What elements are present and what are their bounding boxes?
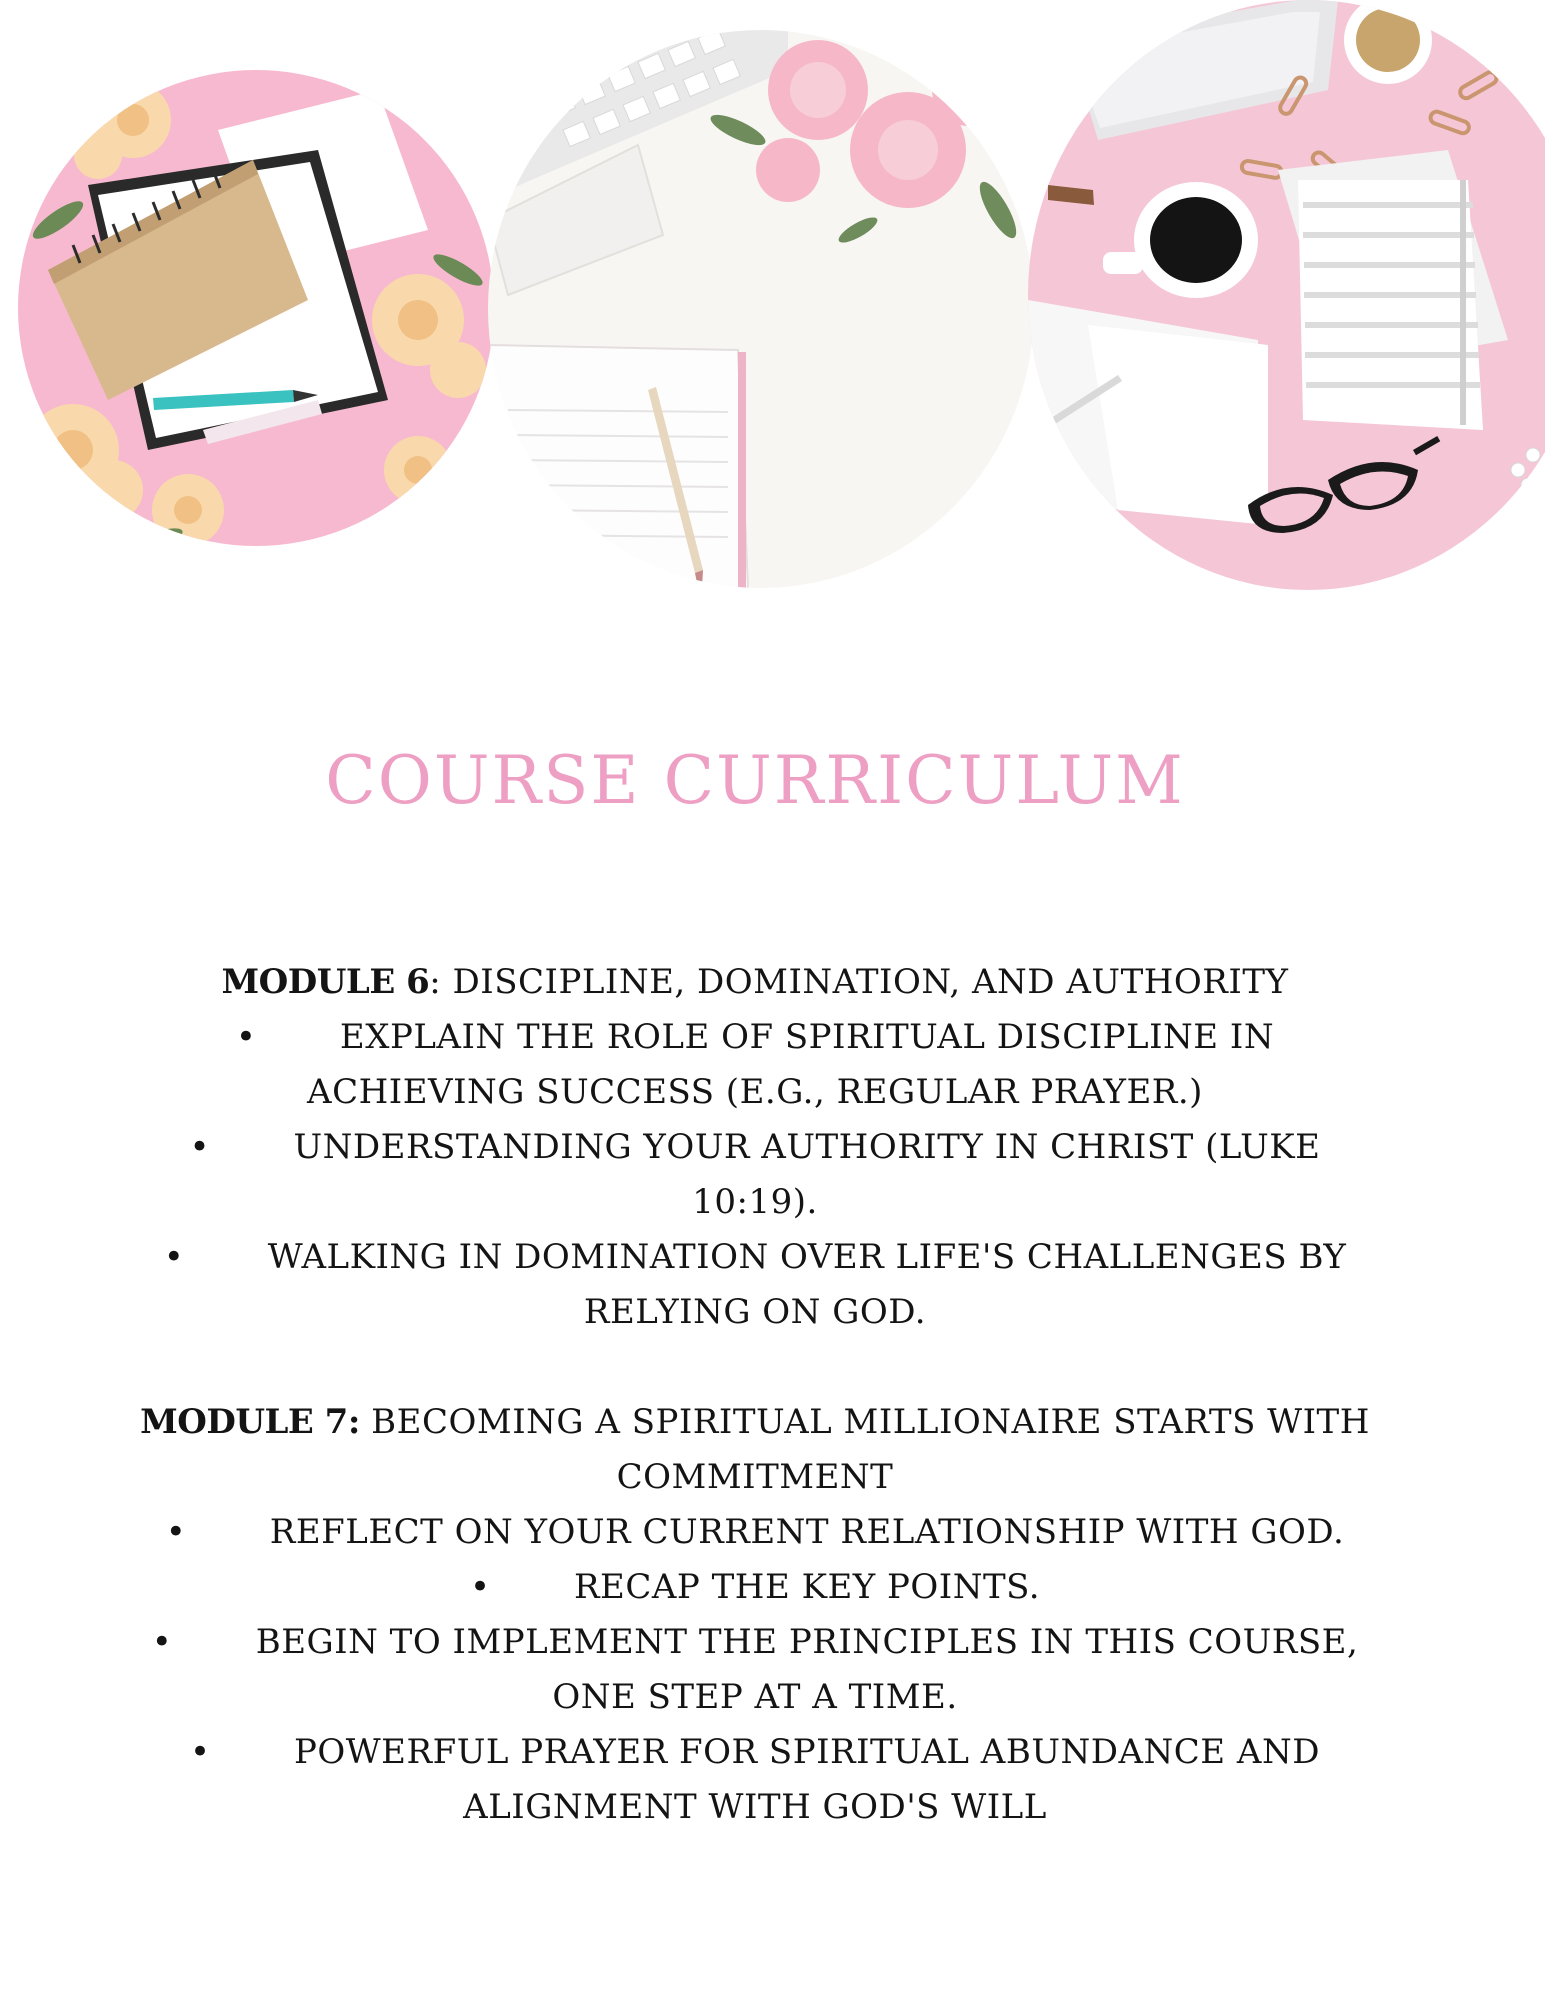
item-line-continued: ACHIEVING SUCCESS (E.G., REGULAR PRAYER.) — [307, 1072, 1203, 1112]
module-item — [120, 1560, 1390, 1615]
module-label: MODULE 7: — [140, 1402, 360, 1442]
notebook-roses-image — [18, 70, 494, 546]
coffee-notebooks-image — [1028, 0, 1545, 590]
module-item — [120, 1505, 1390, 1560]
item-line-continued: RELYING ON GOD. — [583, 1292, 927, 1332]
item-line-continued: ONE STEP AT A TIME. — [552, 1677, 958, 1717]
item-text: REFLECT ON YOUR CURRENT RELATIONSHIP WITH GOD. — [269, 1512, 1345, 1552]
item-line — [120, 1560, 1390, 1615]
item-line-continued: 10:19). — [692, 1182, 818, 1222]
item-text: RECAP THE KEY POINTS. — [573, 1567, 1041, 1607]
item-text: WALKING IN DOMINATION OVER LIFE'S CHALLENGES BY — [267, 1237, 1347, 1277]
module-title: BECOMING A SPIRITUAL MILLIONAIRE STARTS WITH — [359, 1402, 1370, 1442]
module-item — [120, 1230, 1390, 1340]
bullet-icon: • — [151, 1622, 173, 1662]
module-heading — [120, 1395, 1390, 1450]
keyboard-peonies-image — [488, 30, 1034, 588]
item-line-continued: ALIGNMENT WITH GOD'S WILL — [463, 1787, 1047, 1827]
module-item — [120, 1010, 1390, 1120]
bullet-icon: • — [235, 1017, 257, 1057]
item-line — [120, 1615, 1390, 1670]
bullet-icon: • — [469, 1567, 491, 1607]
bullet-icon: • — [189, 1127, 211, 1167]
photo-keyboard-peonies — [488, 30, 1034, 588]
module-7-section — [120, 1395, 1390, 1835]
item-text: POWERFUL PRAYER FOR SPIRITUAL ABUNDANCE AND — [293, 1732, 1320, 1772]
item-line — [120, 1120, 1390, 1175]
module-title-continued: COMMITMENT — [616, 1457, 894, 1497]
page-title: COURSE CURRICULUM — [325, 742, 1185, 819]
bullet-icon: • — [165, 1512, 187, 1552]
bullet-icon: • — [189, 1732, 211, 1772]
item-line — [120, 1230, 1390, 1285]
item-text: BEGIN TO IMPLEMENT THE PRINCIPLES IN THIS COURSE, — [255, 1622, 1359, 1662]
module-item — [120, 1725, 1390, 1835]
module-item — [120, 1120, 1390, 1230]
item-text: EXPLAIN THE ROLE OF SPIRITUAL DISCIPLINE IN — [339, 1017, 1275, 1057]
item-line — [120, 1505, 1390, 1560]
item-text: UNDERSTANDING YOUR AUTHORITY IN CHRIST (LUKE — [293, 1127, 1321, 1167]
module-6-section — [120, 955, 1390, 1340]
item-line — [120, 1725, 1390, 1780]
photo-coffee-notebooks — [1028, 0, 1545, 590]
module-label: MODULE 6 — [221, 962, 430, 1002]
module-separator: : — [429, 962, 442, 1002]
bullet-icon: • — [163, 1237, 185, 1277]
module-item — [120, 1615, 1390, 1725]
module-heading — [120, 955, 1390, 1010]
item-line — [120, 1010, 1390, 1065]
photo-notebook-roses — [18, 70, 494, 546]
module-title: DISCIPLINE, DOMINATION, AND AUTHORITY — [441, 962, 1289, 1002]
